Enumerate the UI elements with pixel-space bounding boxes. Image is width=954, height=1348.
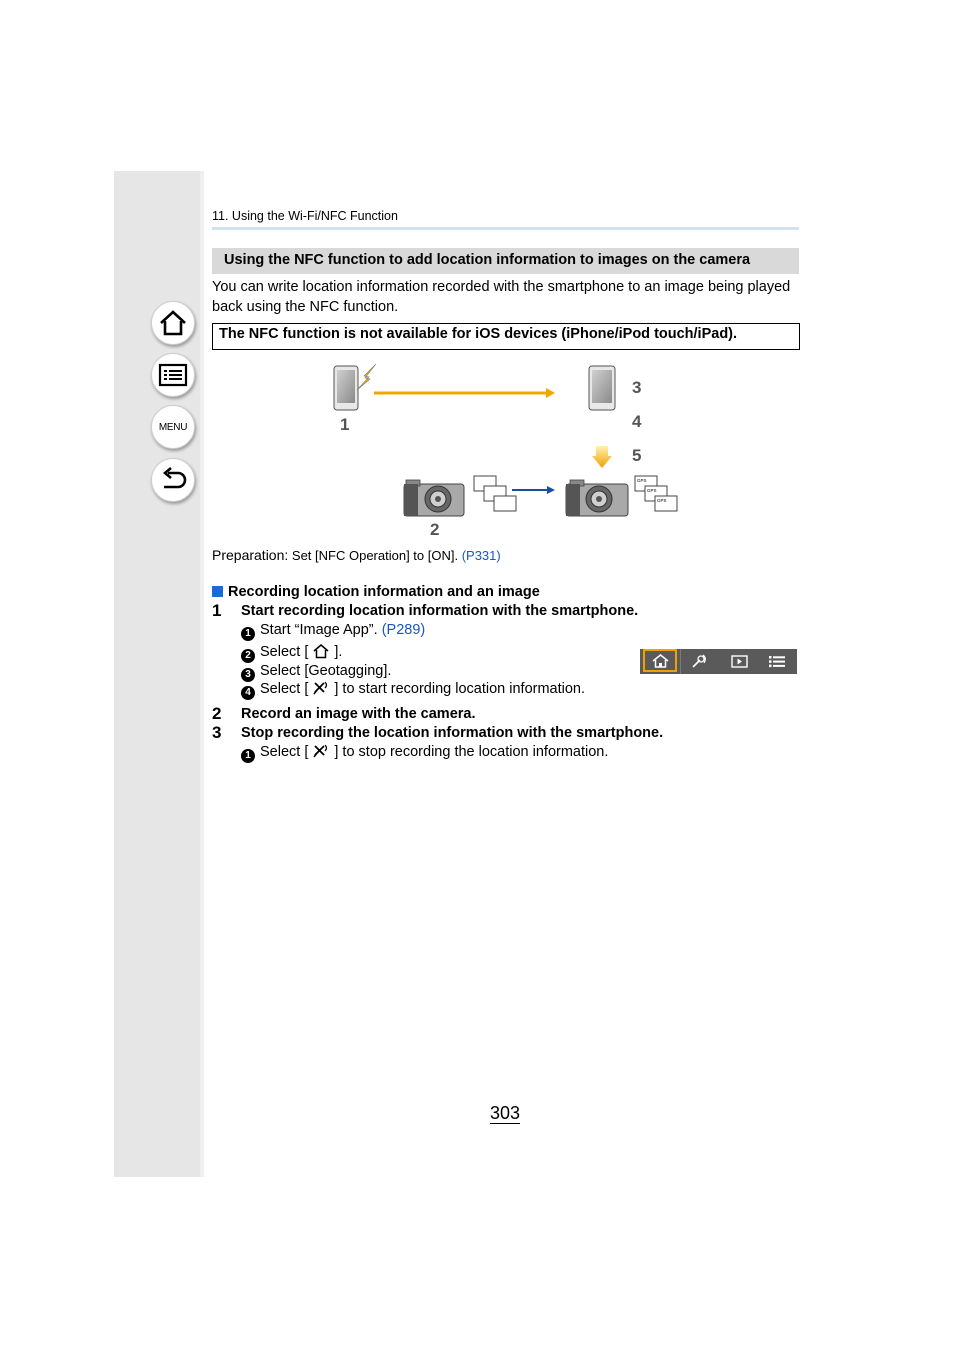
geotag-icon[interactable] (691, 654, 708, 669)
substep-text-after: ] to stop recording the location information. (334, 744, 609, 760)
nfc-down-arrow (592, 446, 612, 468)
menu-nav-button[interactable] (151, 405, 195, 449)
substep-marker: 1 (241, 749, 255, 763)
preparation-text: Set [NFC Operation] to [ON]. (291, 548, 459, 563)
gps-tag-3: GPS (657, 498, 667, 503)
step-title: Start recording location information with the smartphone. (241, 603, 639, 619)
substep (241, 621, 425, 641)
substep-text-after: ] to start recording location information. (334, 681, 586, 697)
preparation-lead: Preparation: (212, 547, 289, 563)
substep-marker: 3 (241, 668, 255, 682)
diagram-label-4: 4 (632, 412, 642, 431)
substep-text: Select [Geotagging]. (260, 663, 392, 679)
section-title: Using the NFC function to add location information to images on the camera (224, 252, 751, 268)
image-stack-right-gps (635, 476, 677, 511)
diagram-label-2: 2 (430, 520, 440, 539)
home-nav-button[interactable] (151, 301, 195, 345)
header-rule (212, 227, 799, 230)
sidebar-edge (200, 171, 204, 1177)
contents-nav-button[interactable] (151, 353, 195, 397)
home-icon (158, 309, 188, 337)
diagram-label-3: 3 (632, 378, 642, 397)
substep-marker: 1 (241, 627, 255, 641)
substep (241, 680, 585, 700)
geotag-icon (312, 680, 330, 696)
diagram-label-5: 5 (632, 446, 642, 465)
page-number: 303 (490, 1103, 521, 1123)
substep-text-before: Select [ (260, 681, 309, 697)
step-number: 3 (212, 723, 222, 742)
image-app-menu-bar (640, 649, 797, 674)
playback-icon[interactable] (731, 655, 748, 668)
substep-marker: 4 (241, 686, 255, 700)
step-number: 1 (212, 601, 222, 620)
substep-link[interactable]: (P289) (381, 622, 426, 638)
step-title: Record an image with the camera. (241, 706, 476, 722)
gps-tag-1: GPS (637, 478, 647, 483)
smartphone-left (334, 366, 358, 410)
substep-text: Start “Image App”. (260, 622, 378, 638)
list-icon[interactable] (768, 655, 786, 668)
menu-icon: MENU (158, 421, 188, 433)
home-icon[interactable] (652, 654, 669, 668)
substep-text-after: ]. (334, 644, 343, 660)
recording-heading-text: Recording location information and an image (228, 584, 540, 600)
contents-icon (158, 363, 188, 387)
preparation-line (212, 547, 501, 563)
substep (241, 643, 342, 663)
substep-text-before: Select [ (260, 644, 309, 660)
substep-marker: 2 (241, 649, 255, 663)
preparation-link[interactable]: (P331) (461, 548, 501, 563)
recording-heading (212, 584, 540, 600)
camera-left (404, 480, 464, 516)
image-stack-left (474, 476, 516, 511)
back-nav-button[interactable] (151, 458, 195, 502)
step-title: Stop recording the location information with the smartphone. (241, 725, 664, 741)
diagram-label-1: 1 (340, 415, 350, 434)
substep (241, 743, 608, 763)
smartphone-right (589, 366, 615, 410)
back-icon (158, 467, 188, 493)
home-icon (312, 643, 330, 659)
geotag-icon (312, 743, 330, 759)
step-number: 2 (212, 704, 222, 723)
substep (241, 662, 391, 682)
camera-right (566, 480, 628, 516)
intro-paragraph: You can write location information recorded with the smartphone to an image being played back using the NFC function. (212, 279, 791, 315)
breadcrumb: 11. Using the Wi-Fi/NFC Function (212, 209, 398, 223)
gps-tag-2: GPS (647, 488, 657, 493)
nfc-touch-icon (357, 364, 376, 390)
bullet-square-icon (212, 586, 223, 597)
notice-text: The NFC function is not available for iOS devices (iPhone/iPod touch/iPad). (219, 326, 738, 342)
substep-text-before: Select [ (260, 744, 309, 760)
menu-divider (680, 649, 681, 674)
